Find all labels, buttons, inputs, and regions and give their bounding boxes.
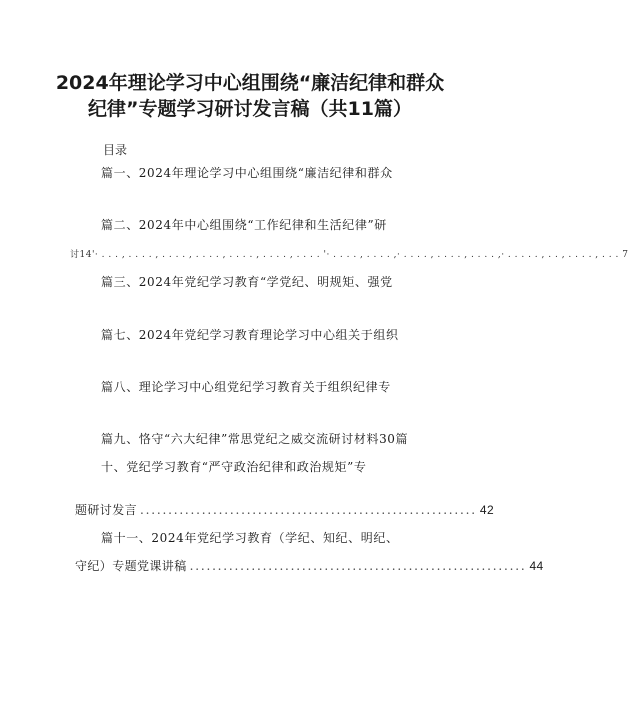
toc-heading: 目录 bbox=[103, 143, 128, 157]
toc-entry-3: 篇三、2024年党纪学习教育“学党纪、明规矩、强党 bbox=[101, 275, 393, 289]
toc-entry-1: 篇一、2024年理论学习中心组围绕“廉洁纪律和群众 bbox=[101, 166, 393, 180]
page-number: 42 bbox=[479, 503, 495, 517]
toc-entry-8: 篇八、理论学习中心组党纪学习教育关于组织纪律专 bbox=[101, 380, 391, 394]
continuation-text: 守纪）专题党课讲稿 bbox=[75, 559, 187, 573]
toc-entry-2-continuation: 讨14'· . . . , . . . . , . . . . , . . . . , . . . . , . . . . , . . . . '· . . . . , . . . . ,· . . . . , . . . . , . . . . ,· . . . . . , . . , . . . . , . . . 7 bbox=[70, 250, 628, 260]
continuation-text: 题研讨发言 bbox=[75, 503, 138, 517]
toc-entry-7: 篇七、2024年党纪学习教育理论学习中心组关于组织 bbox=[101, 328, 399, 342]
toc-entry-9: 篇九、恪守“六大纪律”常思党纪之威交流研讨材料30篇 bbox=[101, 432, 409, 446]
toc-entry-10: 十、党纪学习教育“严守政治纪律和政治规矩”专 bbox=[101, 460, 367, 474]
toc-entry-10-continuation bbox=[75, 503, 495, 517]
page-number: 44 bbox=[529, 559, 544, 573]
toc-entry-2: 篇二、2024年中心组围绕“工作纪律和生活纪律”研 bbox=[101, 218, 387, 232]
toc-entry-11: 篇十一、2024年党纪学习教育（学纪、知纪、明纪、 bbox=[101, 531, 399, 545]
toc-entry-11-continuation bbox=[75, 559, 544, 573]
document-title-line-2: 纪律”专题学习研讨发言稿（共11篇） bbox=[88, 98, 412, 120]
document-title-line-1: 2024年理论学习中心组围绕“廉洁纪律和群众 bbox=[55, 72, 445, 94]
dot-leader: ............................................................ bbox=[189, 559, 527, 573]
dot-leader: ............................................................ bbox=[140, 503, 477, 517]
